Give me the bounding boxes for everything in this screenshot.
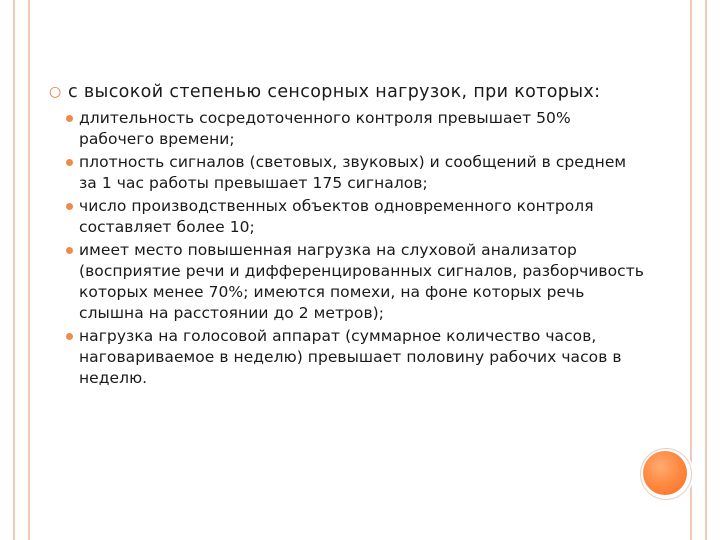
frame-line-left-inner (28, 0, 30, 540)
slide-content (48, 80, 648, 391)
frame-line-left-outer (13, 0, 15, 540)
list-item-text: плотность сигналов (световых, звуковых) и сообщений в среднем за 1 час работы превышает 175 сигналов; (79, 153, 627, 192)
frame-line-right-inner (690, 0, 692, 540)
list-item-text: нагрузка на голосовой аппарат (суммарное количество часов, наговариваемое в неделю) превышает половину рабочих часов в неделю. (79, 327, 622, 387)
main-bullet-item (48, 80, 648, 104)
decorative-orange-circle (643, 451, 687, 495)
list-item (66, 108, 648, 150)
filled-dot-bullet-icon (66, 115, 73, 122)
list-item (66, 152, 648, 194)
list-item (66, 196, 648, 238)
list-item (66, 326, 648, 389)
list-item-text: имеет место повышенная нагрузка на слуховой анализатор (восприятие речи и дифференцированных сигналов, разборчивость которых менее 70%; имеются помехи, на фоне которых речь слышна на расстоянии до 2 метров); (79, 241, 644, 322)
frame-line-right-outer (705, 0, 707, 540)
list-item-text: длительность сосредоточенного контроля превышает 50% рабочего времени; (79, 109, 571, 148)
main-point-text: с высокой степенью сенсорных нагрузок, при которых: (68, 82, 601, 102)
filled-dot-bullet-icon (66, 333, 73, 340)
sub-bullet-list (66, 108, 648, 389)
filled-dot-bullet-icon (66, 159, 73, 166)
open-circle-bullet-icon: ○ (49, 84, 62, 100)
list-item-text: число производственных объектов одновременного контроля составляет более 10; (79, 197, 594, 236)
list-item (66, 240, 648, 324)
filled-dot-bullet-icon (66, 247, 73, 254)
filled-dot-bullet-icon (66, 203, 73, 210)
